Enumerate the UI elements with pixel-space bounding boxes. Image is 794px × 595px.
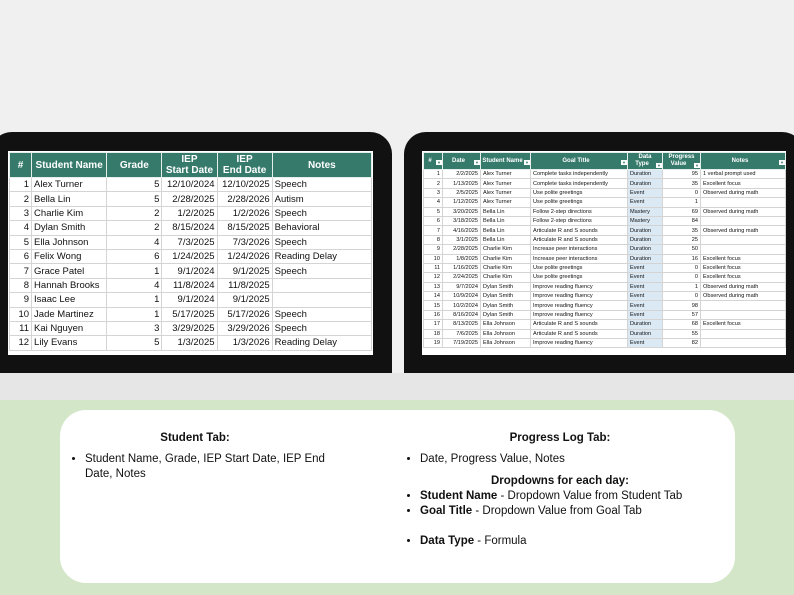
progress-cell[interactable]: Articulate R and S sounds	[531, 235, 628, 244]
student-header-cell[interactable]: Grade	[107, 153, 162, 178]
student-cell[interactable]: 10	[10, 307, 32, 321]
student-row	[10, 221, 372, 235]
progress-cell[interactable]: 98	[663, 301, 701, 310]
dropdowns-title: Dropdowns for each day:	[490, 475, 630, 487]
progress-tab-title: Progress Log Tab:	[509, 432, 611, 444]
student-cell[interactable]: 5	[107, 178, 162, 192]
progress-cell[interactable]: 13	[424, 282, 443, 291]
progress-row	[424, 292, 786, 301]
progress-cell[interactable]: Increase peer interactions	[531, 254, 628, 263]
student-cell[interactable]: 4	[107, 235, 162, 249]
progress-cell[interactable]: Mastery	[628, 207, 663, 216]
student-cell[interactable]: Dylan Smith	[32, 221, 107, 235]
student-tab-info	[65, 431, 325, 482]
data-type-formula: • Data Type - Formula	[420, 534, 720, 549]
progress-cell[interactable]: Improve reading fluency	[531, 310, 628, 319]
progress-row	[424, 310, 786, 319]
student-table	[9, 152, 372, 351]
progress-row	[424, 301, 786, 310]
student-cell[interactable]: 9/1/2024	[162, 264, 217, 278]
progress-cell[interactable]: Event	[628, 198, 663, 207]
progress-cell[interactable]: Use polite greetings	[531, 188, 628, 197]
student-cell[interactable]: 3/29/2025	[162, 321, 217, 335]
progress-header-cell[interactable]: Goal Title ▼	[531, 153, 628, 170]
student-header-cell[interactable]: Notes	[272, 153, 371, 178]
progress-cell[interactable]: Improve reading fluency	[531, 301, 628, 310]
progress-cell[interactable]	[701, 310, 786, 319]
progress-cell[interactable]: Articulate R and S sounds	[531, 226, 628, 235]
student-cell[interactable]: Charlie Kim	[32, 206, 107, 220]
progress-cell[interactable]: Follow 2-step directions	[531, 207, 628, 216]
progress-cell[interactable]: 16	[663, 254, 701, 263]
student-cell[interactable]: Grace Patel	[32, 264, 107, 278]
progress-cell[interactable]: 1 verbal prompt used	[701, 170, 786, 179]
progress-cell[interactable]: Observed during math	[701, 282, 786, 291]
progress-cell[interactable]: Excellent focus	[701, 254, 786, 263]
student-cell[interactable]: 8	[10, 278, 32, 292]
progress-cell[interactable]: Dylan Smith	[481, 301, 531, 310]
dropdown-arrow-icon[interactable]: ▼	[622, 159, 626, 165]
student-row	[10, 249, 372, 263]
student-cell[interactable]: Speech	[272, 178, 371, 192]
progress-cell[interactable]: 2/5/2025	[443, 188, 481, 197]
progress-cell[interactable]: 82	[663, 339, 701, 348]
progress-cell[interactable]: 50	[663, 245, 701, 254]
student-cell[interactable]: 6	[10, 249, 32, 263]
student-cell[interactable]: 2	[107, 221, 162, 235]
student-cell[interactable]: 5	[10, 235, 32, 249]
progress-cell[interactable]: Dylan Smith	[481, 282, 531, 291]
progress-cell[interactable]: Alex Turner	[481, 198, 531, 207]
progress-cell[interactable]: 1	[663, 282, 701, 291]
progress-cell[interactable]: 3/20/2025	[443, 207, 481, 216]
progress-cell[interactable]: Charlie Kim	[481, 245, 531, 254]
progress-cell[interactable]: Ella Johnson	[481, 329, 531, 338]
progress-cell[interactable]: Use polite greetings	[531, 263, 628, 272]
student-cell[interactable]: 11	[10, 321, 32, 335]
student-cell[interactable]: 1/24/2025	[162, 249, 217, 263]
student-cell[interactable]	[272, 278, 371, 292]
progress-cell[interactable]: Ella Johnson	[481, 320, 531, 329]
progress-row	[424, 216, 786, 225]
student-cell[interactable]: 7/3/2026	[217, 235, 272, 249]
progress-cell[interactable]: Charlie Kim	[481, 254, 531, 263]
student-cell[interactable]: 5/17/2025	[162, 307, 217, 321]
student-cell[interactable]: 11/8/2025	[217, 278, 272, 292]
progress-cell[interactable]: Complete tasks independently	[531, 170, 628, 179]
student-cell[interactable]: 1/3/2026	[217, 336, 272, 350]
student-cell[interactable]: 6	[107, 249, 162, 263]
progress-cell[interactable]: Excellent focus	[701, 263, 786, 272]
progress-cell[interactable]: Duration	[628, 329, 663, 338]
progress-cell[interactable]: 1	[663, 198, 701, 207]
progress-cell[interactable]: Event	[628, 188, 663, 197]
progress-cell[interactable]: 9	[424, 245, 443, 254]
progress-cell[interactable]: Duration	[628, 320, 663, 329]
student-cell[interactable]: 8/15/2024	[162, 221, 217, 235]
progress-cell[interactable]: Use polite greetings	[531, 198, 628, 207]
student-header-cell[interactable]: Student Name	[32, 153, 107, 178]
student-cell[interactable]: Kai Nguyen	[32, 321, 107, 335]
progress-cell[interactable]: 7/6/2025	[443, 329, 481, 338]
progress-cell[interactable]: 2/2/2025	[443, 170, 481, 179]
progress-cell[interactable]: Increase peer interactions	[531, 245, 628, 254]
student-cell[interactable]: 1	[107, 264, 162, 278]
student-cell[interactable]: Lily Evans	[32, 336, 107, 350]
student-cell[interactable]: 8/15/2025	[217, 221, 272, 235]
progress-cell[interactable]	[701, 329, 786, 338]
progress-cell[interactable]: Charlie Kim	[481, 263, 531, 272]
progress-cell[interactable]: 8/13/2025	[443, 320, 481, 329]
progress-cell[interactable]: Bella Lin	[481, 207, 531, 216]
progress-cell[interactable]: 3	[424, 188, 443, 197]
student-cell[interactable]: 2/28/2025	[162, 192, 217, 206]
progress-cell[interactable]: 0	[663, 263, 701, 272]
student-tab-title: Student Tab:	[160, 432, 230, 444]
student-cell[interactable]: 12/10/2025	[217, 178, 272, 192]
progress-cell[interactable]: 25	[663, 235, 701, 244]
student-cell[interactable]: Autism	[272, 192, 371, 206]
dropdown-arrow-icon[interactable]: ▼	[695, 163, 699, 168]
student-cell[interactable]: 2	[107, 206, 162, 220]
student-row	[10, 278, 372, 292]
progress-header-cell[interactable]: # ▼	[424, 153, 443, 170]
student-cell[interactable]: Reading Delay	[272, 336, 371, 350]
progress-cell[interactable]: 8	[424, 235, 443, 244]
student-cell[interactable]: 2	[10, 192, 32, 206]
student-header-cell[interactable]: #	[10, 153, 32, 178]
progress-cell[interactable]	[701, 301, 786, 310]
progress-cell[interactable]: Observed during math	[701, 188, 786, 197]
progress-cell[interactable]: Dylan Smith	[481, 292, 531, 301]
progress-cell[interactable]: 11	[424, 263, 443, 272]
progress-cell[interactable]: Duration	[628, 254, 663, 263]
progress-cell[interactable]: Duration	[628, 170, 663, 179]
student-cell[interactable]	[272, 293, 371, 307]
progress-table	[423, 152, 786, 348]
student-cell[interactable]: Reading Delay	[272, 249, 371, 263]
student-row	[10, 206, 372, 220]
progress-row	[424, 273, 786, 282]
student-cell[interactable]: 9	[10, 293, 32, 307]
progress-cell[interactable]: 69	[663, 207, 701, 216]
progress-cell[interactable]: Event	[628, 282, 663, 291]
dropdown-arrow-icon[interactable]: ▼	[437, 159, 441, 165]
student-cell[interactable]: Speech	[272, 307, 371, 321]
progress-row	[424, 170, 786, 179]
student-cell[interactable]: 7	[10, 264, 32, 278]
progress-cell[interactable]	[701, 235, 786, 244]
progress-tab-bullet: • Date, Progress Value, Notes	[420, 452, 720, 467]
progress-cell[interactable]: Excellent focus	[701, 273, 786, 282]
student-cell[interactable]: 1	[10, 178, 32, 192]
student-cell[interactable]: 9/1/2024	[162, 293, 217, 307]
progress-cell[interactable]: 1/13/2025	[443, 179, 481, 188]
progress-cell[interactable]: 2	[424, 179, 443, 188]
progress-row	[424, 329, 786, 338]
progress-cell[interactable]: Improve reading fluency	[531, 292, 628, 301]
progress-cell[interactable]: 9/7/2024	[443, 282, 481, 291]
progress-cell[interactable]: 17	[424, 320, 443, 329]
student-cell[interactable]: 5	[107, 336, 162, 350]
student-cell[interactable]: 2/28/2026	[217, 192, 272, 206]
progress-cell[interactable]: 10/9/2024	[443, 292, 481, 301]
progress-cell[interactable]: Duration	[628, 179, 663, 188]
progress-cell[interactable]	[701, 216, 786, 225]
progress-row	[424, 207, 786, 216]
student-row	[10, 321, 372, 335]
student-cell[interactable]: 3	[107, 321, 162, 335]
progress-cell[interactable]: Event	[628, 310, 663, 319]
progress-cell[interactable]: Excellent focus	[701, 179, 786, 188]
dropdown-arrow-icon[interactable]: ▼	[525, 159, 529, 165]
student-cell[interactable]: 1	[107, 293, 162, 307]
progress-cell[interactable]: Event	[628, 339, 663, 348]
dropdown-student-name: • Student Name - Dropdown Value from Student Tab	[420, 489, 720, 504]
progress-cell[interactable]: 10/2/2024	[443, 301, 481, 310]
progress-cell[interactable]: Follow 2-step directions	[531, 216, 628, 225]
student-cell[interactable]: Ella Johnson	[32, 235, 107, 249]
progress-header-cell[interactable]: Data Type ▼	[628, 153, 663, 170]
progress-row	[424, 245, 786, 254]
student-cell[interactable]: Hannah Brooks	[32, 278, 107, 292]
progress-tab-screen	[422, 151, 786, 355]
progress-cell[interactable]: Observed during math	[701, 207, 786, 216]
student-cell[interactable]: Speech	[272, 321, 371, 335]
progress-cell[interactable]: 57	[663, 310, 701, 319]
student-row	[10, 192, 372, 206]
progress-cell[interactable]: 7/19/2025	[443, 339, 481, 348]
progress-cell[interactable]: Alex Turner	[481, 188, 531, 197]
progress-cell[interactable]: 1	[424, 170, 443, 179]
progress-cell[interactable]	[701, 339, 786, 348]
progress-cell[interactable]	[701, 198, 786, 207]
progress-header-cell[interactable]: Date ▼	[443, 153, 481, 170]
progress-cell[interactable]: Bella Lin	[481, 226, 531, 235]
student-cell[interactable]: 9/1/2025	[217, 264, 272, 278]
progress-cell[interactable]: Articulate R and S sounds	[531, 329, 628, 338]
student-cell[interactable]: 1/2/2026	[217, 206, 272, 220]
student-cell[interactable]: 4	[10, 221, 32, 235]
student-row	[10, 264, 372, 278]
student-cell[interactable]: Speech	[272, 206, 371, 220]
student-cell[interactable]: 1/2/2025	[162, 206, 217, 220]
progress-row	[424, 263, 786, 272]
progress-cell[interactable]: 95	[663, 170, 701, 179]
progress-row	[424, 198, 786, 207]
student-tab-bullet: • Student Name, Grade, IEP Start Date, IEP End Date, Notes	[85, 452, 325, 482]
student-cell[interactable]: 1/24/2026	[217, 249, 272, 263]
student-cell[interactable]: 1/3/2025	[162, 336, 217, 350]
progress-cell[interactable]: 18	[424, 329, 443, 338]
progress-row	[424, 339, 786, 348]
progress-cell[interactable]: 1/16/2025	[443, 263, 481, 272]
dropdown-arrow-icon[interactable]: ▼	[657, 163, 661, 168]
student-cell[interactable]: 5/17/2026	[217, 307, 272, 321]
progress-cell[interactable]: 55	[663, 329, 701, 338]
student-row	[10, 336, 372, 350]
progress-cell[interactable]: Event	[628, 292, 663, 301]
progress-header-cell[interactable]: Student Name ▼	[481, 153, 531, 170]
progress-cell[interactable]: 14	[424, 292, 443, 301]
progress-cell[interactable]: 2/24/2025	[443, 273, 481, 282]
dropdown-arrow-icon[interactable]: ▼	[780, 159, 784, 165]
progress-cell[interactable]: Event	[628, 301, 663, 310]
student-header-cell[interactable]: IEP End Date	[217, 153, 272, 178]
desk-shelf	[0, 373, 794, 400]
progress-header-cell[interactable]: Notes ▼	[701, 153, 786, 170]
student-cell[interactable]: 3/29/2026	[217, 321, 272, 335]
student-cell[interactable]: 7/3/2025	[162, 235, 217, 249]
progress-table-header	[424, 153, 786, 170]
progress-cell[interactable]: 0	[663, 188, 701, 197]
progress-cell[interactable]	[701, 245, 786, 254]
progress-cell[interactable]: Alex Turner	[481, 179, 531, 188]
progress-cell[interactable]: 7	[424, 226, 443, 235]
progress-row	[424, 282, 786, 291]
student-row	[10, 178, 372, 192]
student-cell[interactable]: 1	[107, 307, 162, 321]
progress-row	[424, 235, 786, 244]
student-cell[interactable]: 3	[10, 206, 32, 220]
student-cell[interactable]: 9/1/2025	[217, 293, 272, 307]
student-cell[interactable]: Behavioral	[272, 221, 371, 235]
dropdown-goal-title: • Goal Title - Dropdown Value from Goal Tab	[420, 504, 720, 519]
progress-cell[interactable]: Articulate R and S sounds	[531, 320, 628, 329]
progress-cell[interactable]: 3/18/2025	[443, 216, 481, 225]
progress-cell[interactable]: Ella Johnson	[481, 339, 531, 348]
progress-cell[interactable]: Use polite greetings	[531, 273, 628, 282]
progress-cell[interactable]: 12	[424, 273, 443, 282]
student-tab-screen	[8, 151, 373, 355]
student-cell[interactable]: Alex Turner	[32, 178, 107, 192]
dropdown-arrow-icon[interactable]: ▼	[475, 159, 479, 165]
progress-cell[interactable]: Event	[628, 263, 663, 272]
progress-cell[interactable]: 1/12/2025	[443, 198, 481, 207]
student-cell[interactable]: 11/8/2024	[162, 278, 217, 292]
student-cell[interactable]: 12	[10, 336, 32, 350]
student-cell[interactable]: Isaac Lee	[32, 293, 107, 307]
progress-row	[424, 226, 786, 235]
progress-cell[interactable]: Observed during math	[701, 292, 786, 301]
student-header-cell[interactable]: IEP Start Date	[162, 153, 217, 178]
progress-cell[interactable]: Duration	[628, 226, 663, 235]
progress-cell[interactable]: 68	[663, 320, 701, 329]
student-cell[interactable]: Speech	[272, 235, 371, 249]
student-cell[interactable]: Speech	[272, 264, 371, 278]
progress-header-cell[interactable]: Progress Value ▼	[663, 153, 701, 170]
progress-cell[interactable]: Charlie Kim	[481, 273, 531, 282]
student-cell[interactable]: 5	[107, 192, 162, 206]
progress-cell[interactable]: 1/8/2025	[443, 254, 481, 263]
student-cell[interactable]: Jade Martinez	[32, 307, 107, 321]
progress-cell[interactable]: 16	[424, 310, 443, 319]
progress-cell[interactable]: Duration	[628, 245, 663, 254]
student-cell[interactable]: 12/10/2024	[162, 178, 217, 192]
progress-cell[interactable]: 19	[424, 339, 443, 348]
progress-cell[interactable]: Excellent focus	[701, 320, 786, 329]
progress-cell[interactable]: Improve reading fluency	[531, 282, 628, 291]
progress-cell[interactable]: 2/28/2025	[443, 245, 481, 254]
progress-cell[interactable]: 3/1/2025	[443, 235, 481, 244]
progress-cell[interactable]: 84	[663, 216, 701, 225]
progress-row	[424, 320, 786, 329]
progress-cell[interactable]: Bella Lin	[481, 235, 531, 244]
progress-cell[interactable]: Dylan Smith	[481, 310, 531, 319]
progress-cell[interactable]: 35	[663, 226, 701, 235]
progress-cell[interactable]: Observed during math	[701, 226, 786, 235]
progress-cell[interactable]: 4/16/2025	[443, 226, 481, 235]
student-cell[interactable]: Bella Lin	[32, 192, 107, 206]
student-row	[10, 235, 372, 249]
progress-cell[interactable]: Improve reading fluency	[531, 339, 628, 348]
progress-cell[interactable]: 15	[424, 301, 443, 310]
progress-cell[interactable]: 5	[424, 207, 443, 216]
progress-row	[424, 188, 786, 197]
progress-cell[interactable]: Mastery	[628, 216, 663, 225]
progress-cell[interactable]: 0	[663, 273, 701, 282]
progress-cell[interactable]: Alex Turner	[481, 170, 531, 179]
student-row	[10, 307, 372, 321]
progress-cell[interactable]: 6	[424, 216, 443, 225]
info-card	[60, 410, 735, 583]
progress-cell[interactable]: 8/16/2024	[443, 310, 481, 319]
progress-cell[interactable]: Duration	[628, 235, 663, 244]
progress-cell[interactable]: 4	[424, 198, 443, 207]
progress-cell[interactable]: 10	[424, 254, 443, 263]
progress-row	[424, 179, 786, 188]
progress-tab-info	[400, 431, 720, 549]
progress-cell[interactable]: 35	[663, 179, 701, 188]
progress-cell[interactable]: Complete tasks independently	[531, 179, 628, 188]
progress-cell[interactable]: Bella Lin	[481, 216, 531, 225]
progress-row	[424, 254, 786, 263]
student-cell[interactable]: 4	[107, 278, 162, 292]
student-cell[interactable]: Felix Wong	[32, 249, 107, 263]
progress-cell[interactable]: 0	[663, 292, 701, 301]
progress-cell[interactable]: Event	[628, 273, 663, 282]
student-row	[10, 293, 372, 307]
student-table-header	[10, 153, 372, 178]
